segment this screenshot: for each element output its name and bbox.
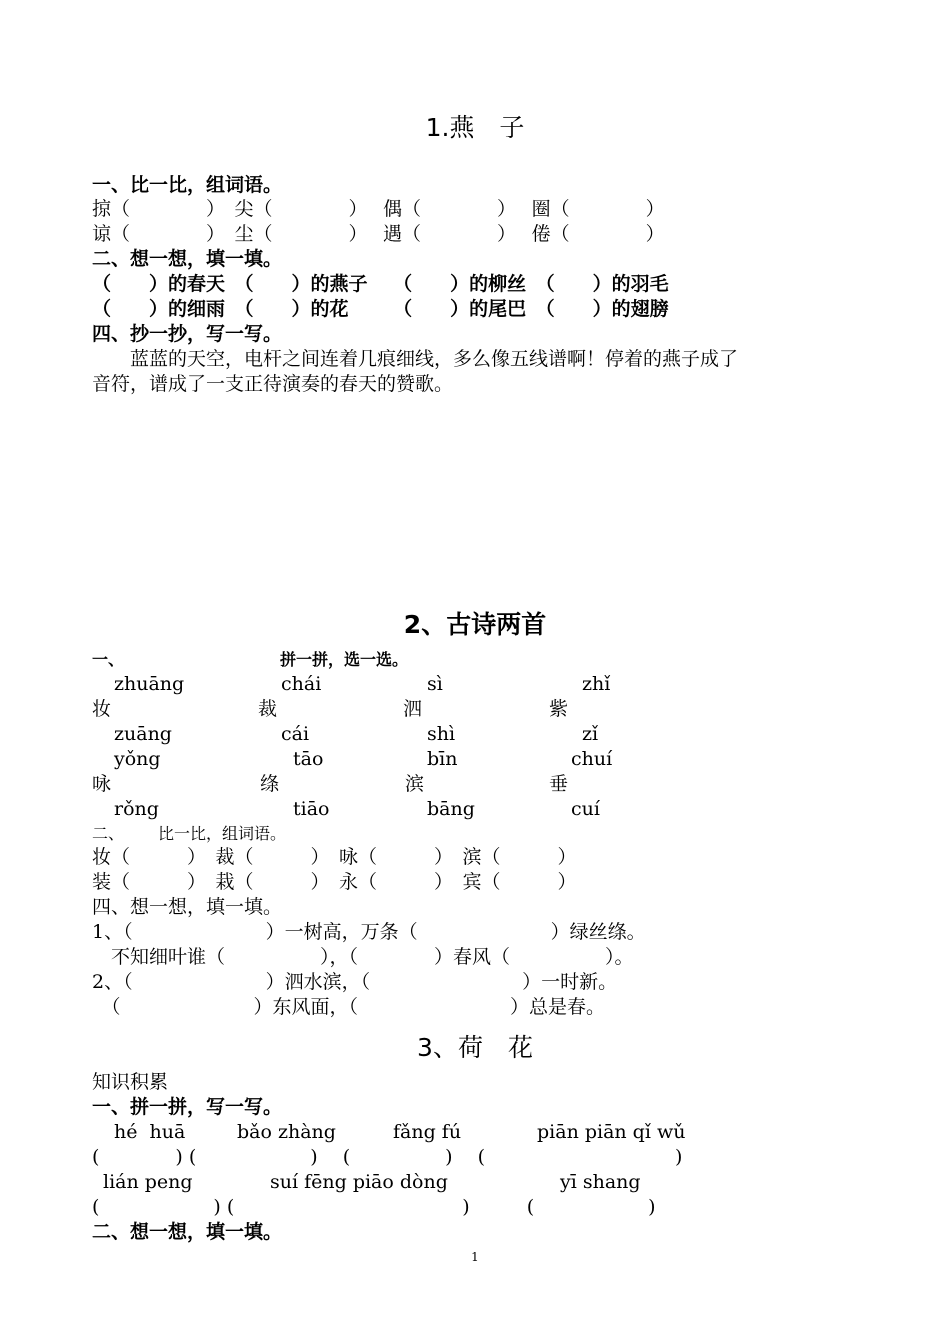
s3-pinyin-7: yī shang [560,1171,641,1193]
s3-pinyin-6: suí fēng piāo dòng [270,1171,448,1193]
s2-pinyin-d2: tiāo [293,798,330,820]
s1-fill-row-2: （ ）的细雨 （ ）的花 （ ）的尾巴 （ ）的翅膀 [92,298,669,320]
s3-pinyin-4: piān piān qǐ wǔ [537,1121,686,1143]
s2-char-a2: 裁 [258,698,278,720]
s2-heading-2-text: 比一比，组词语。 [158,824,287,843]
s2-heading-4: 四、想一想，填一填。 [92,896,283,918]
s2-poem-line-1: 1、（ ）一树高，万条（ ）绿丝绦。 [92,921,646,943]
s2-pinyin-b4: zǐ [582,723,599,745]
s3-pinyin-3: fǎng fú [393,1121,462,1143]
s2-pinyin-c1: yǒng [114,748,161,770]
s3-heading-2: 二、想一想，填一填。 [92,1221,283,1243]
s2-poem-line-2: 不知细叶谁（ ），（ ）春风（ ）。 [92,946,634,968]
s2-pinyin-d4: cuí [571,798,600,820]
s3-pinyin-1: hé huā [114,1121,186,1143]
s2-poem-line-4: （ ）东风面，（ ）总是春。 [92,996,606,1018]
s2-char-a1: 妆 [92,698,112,720]
lesson-1-title: 1.燕 子 [425,113,525,142]
s1-passage-line-2: 音符，谱成了一支正待演奏的春天的赞歌。 [92,373,454,395]
s2-char-a3: 泗 [403,698,423,720]
s2-pinyin-a3: sì [427,673,443,695]
s1-heading-copy: 四、抄一抄，写一写。 [92,323,283,345]
lesson-2-title: 2、古诗两首 [403,610,547,639]
s2-pinyin-b2: cái [281,723,310,745]
s2-pinyin-c2: tāo [293,748,324,770]
s1-fill-row-1: （ ）的春天 （ ）的燕子 （ ）的柳丝 （ ）的羽毛 [92,273,669,295]
s2-heading-1-number: 一、 [92,650,125,669]
s2-char-b1: 咏 [92,773,112,795]
page-number: 1 [471,1250,479,1264]
s3-pinyin-2: bǎo zhàng [237,1121,336,1143]
s2-compare-row-2: 装（ ） 栽（ ） 永（ ） 宾（ ） [92,871,577,893]
s2-heading-1-text: 拼一拼，选一选。 [280,650,409,669]
s1-passage-line-1: 蓝蓝的天空，电杆之间连着几痕细线，多么像五线谱啊！停着的燕子成了 [92,348,739,370]
s2-char-b4: 垂 [549,773,569,795]
s1-compare-row-2: 谅（ ） 尘（ ） 遇（ ） 倦（ ） [92,223,665,245]
s2-char-b3: 滨 [405,773,425,795]
s3-heading-1: 一、拼一拼，写一写。 [92,1096,283,1118]
s2-pinyin-b3: shì [427,723,456,745]
lesson-3-title: 3、荷 花 [417,1033,533,1062]
s1-compare-row-1: 掠（ ） 尖（ ） 偶（ ） 圈（ ） [92,198,665,220]
s2-pinyin-a2: chái [281,673,322,695]
s1-heading-fill: 二、想一想，填一填。 [92,248,283,270]
s2-pinyin-c4: chuí [571,748,613,770]
s2-char-b2: 绦 [260,773,280,795]
s3-pinyin-5: lián peng [103,1171,193,1193]
s3-answer-row-2: ( ) ( ) ( ) [92,1196,656,1218]
s2-pinyin-c3: bīn [427,748,458,770]
s2-compare-row-1: 妆（ ） 裁（ ） 咏（ ） 滨（ ） [92,846,577,868]
s2-pinyin-a1: zhuāng [114,673,185,695]
s2-pinyin-b1: zuāng [114,723,172,745]
s2-char-a4: 紫 [549,698,569,720]
s2-heading-2-number: 二、 [92,824,125,843]
s2-pinyin-a4: zhǐ [582,673,611,695]
s3-answer-row-1: ( ) ( ) ( ) ( ) [92,1146,683,1168]
s2-pinyin-d1: rǒng [114,798,159,820]
s2-poem-line-3: 2、（ ）泗水滨，（ ）一时新。 [92,971,618,993]
s3-subtitle: 知识积累 [92,1071,169,1093]
s2-pinyin-d3: bāng [427,798,475,820]
s1-heading-compare: 一、比一比，组词语。 [92,174,283,196]
